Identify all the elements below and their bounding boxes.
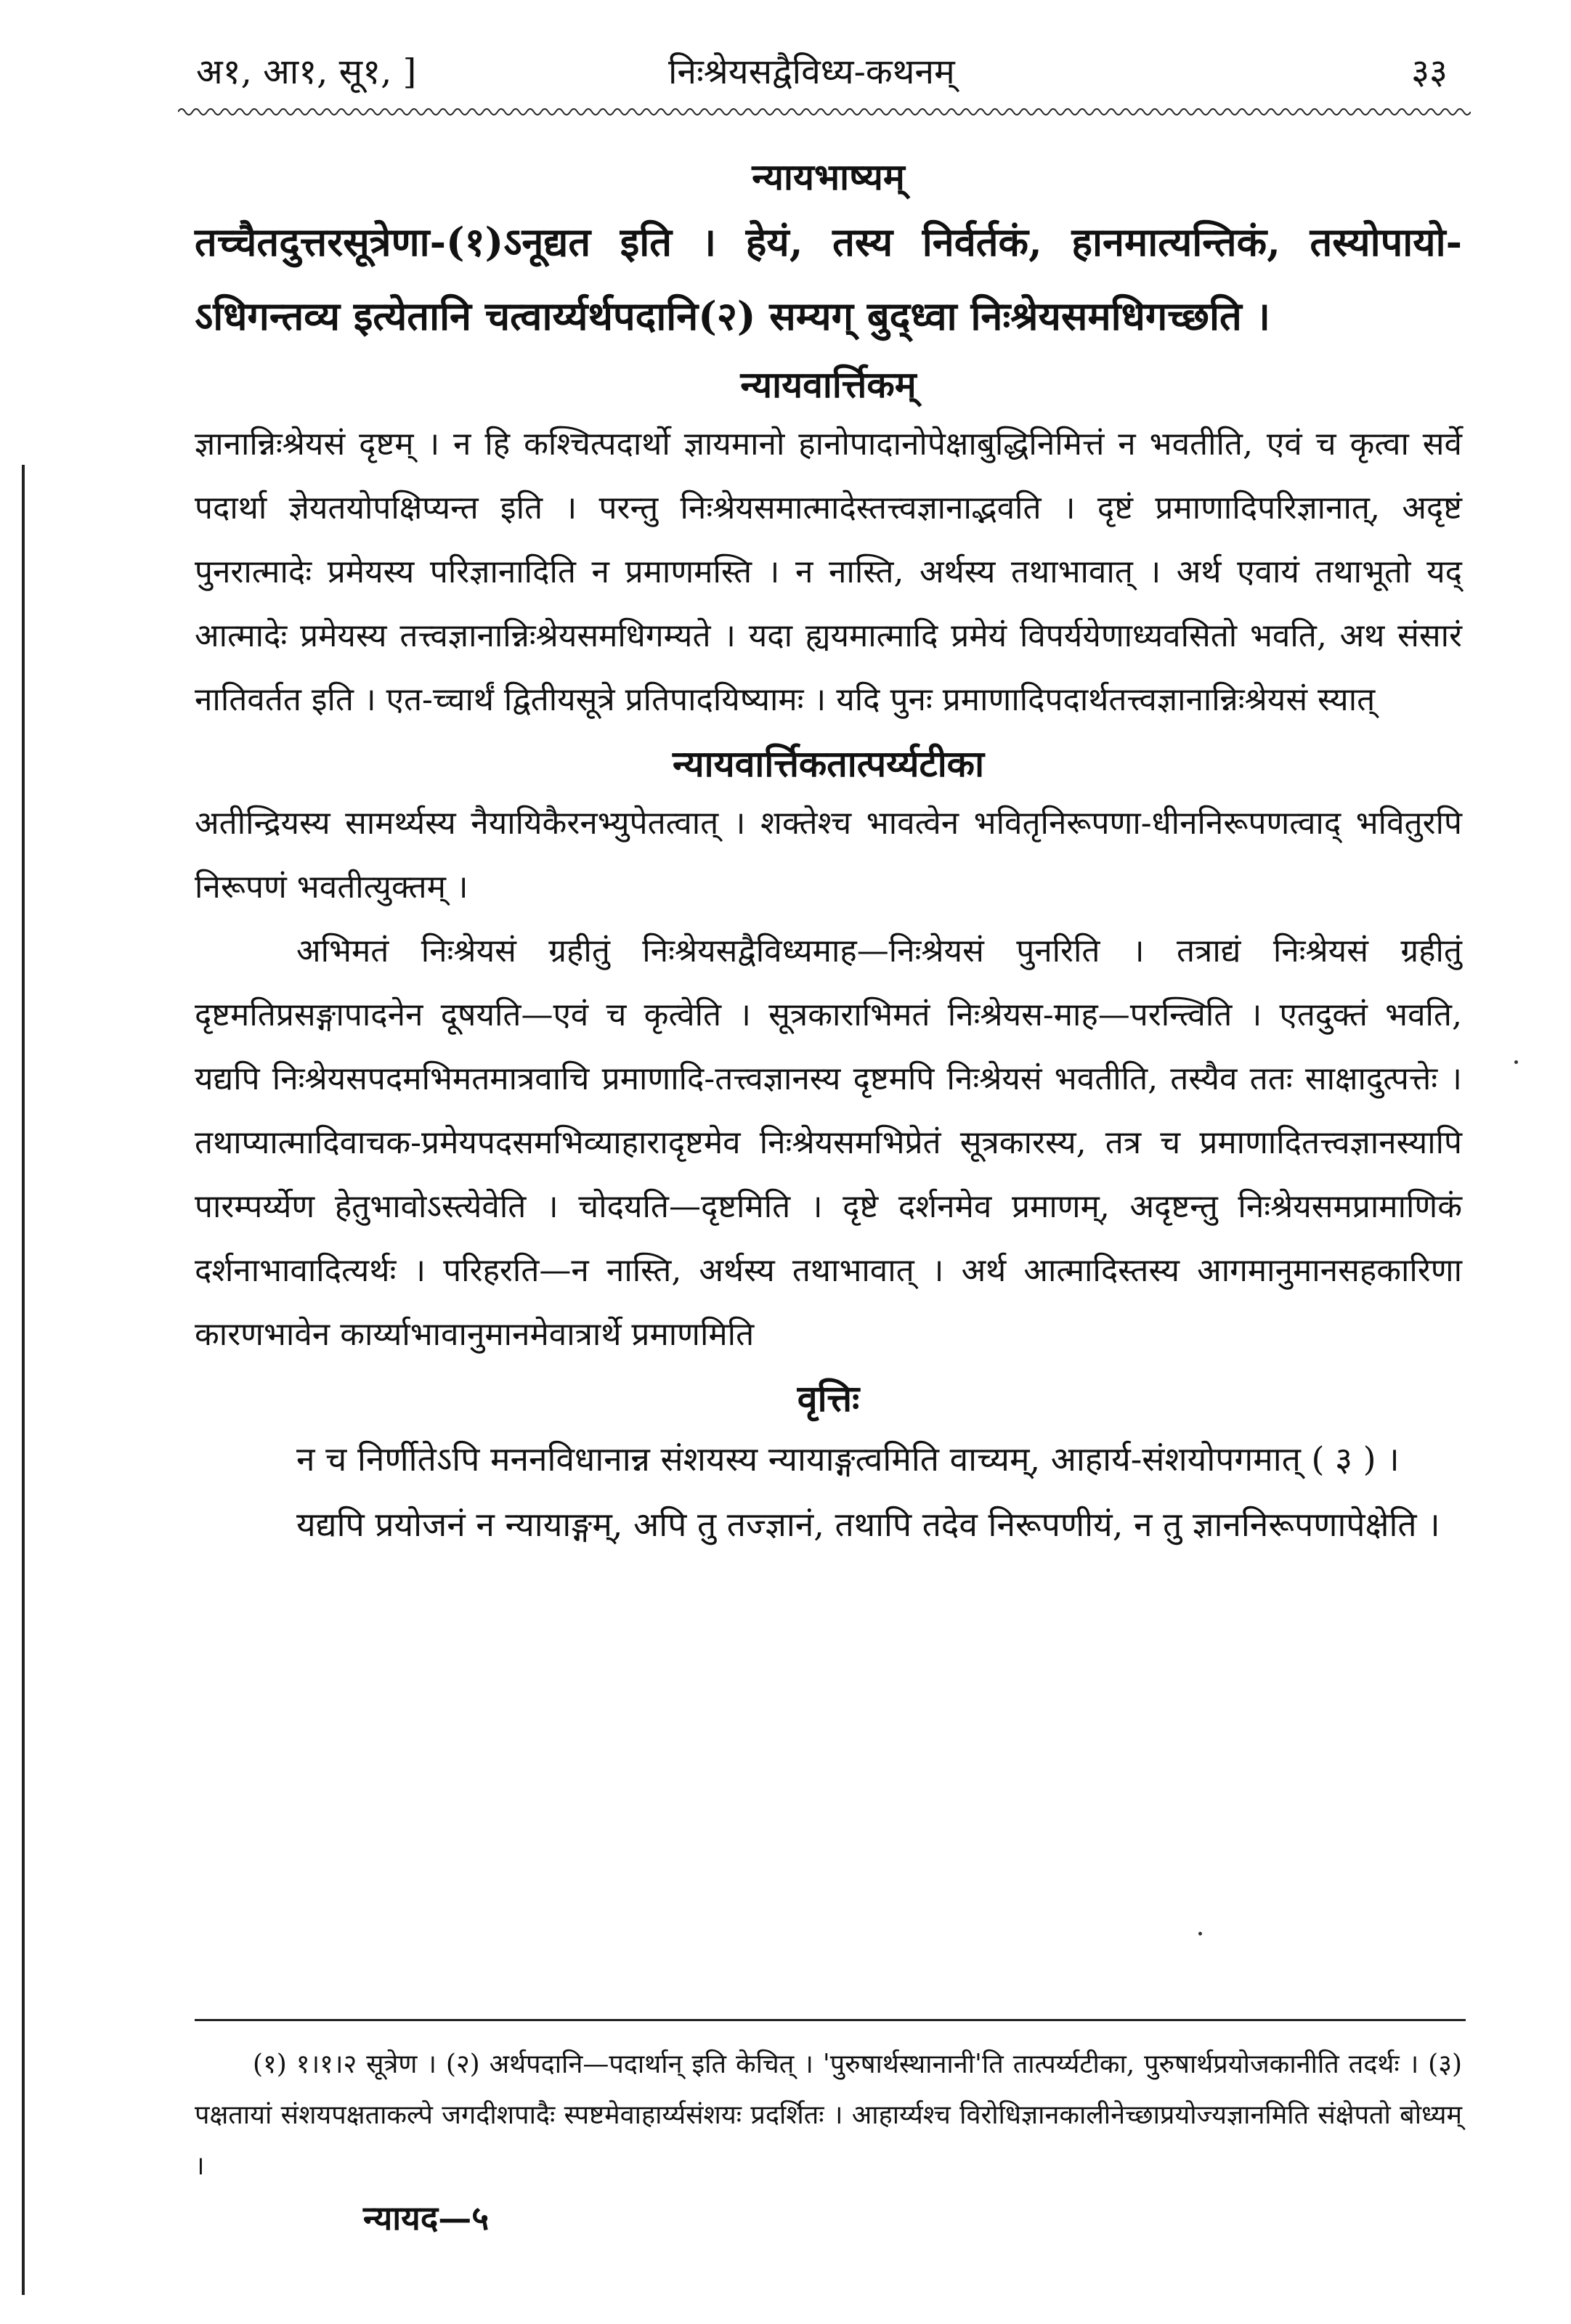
signature-mark: न्यायद—५ [363,2198,490,2238]
speck [1198,1932,1202,1935]
varttika-text: ज्ञानान्निःश्रेयसं दृष्टम् । न हि कश्चित्पदार्थो ज्ञायमानो हानोपादानोपेक्षाबुद्धिनिमित्तं न भवतीति, एवं च कृत्वा सर्वे पदार्था ज्ञेयतयोपक्षिप्यन्त इति । परन्तु निःश्रेयसमात्मादेस्तत्त्वज्ञानाद्भवति । दृष्टं प्रमाणादिपरिज्ञानात्, अदृष्टं पुनरात्मादेः प्रमेयस्य परिज्ञानादिति न प्रमाणमस्ति । न नास्ति, अर्थस्य तथाभावात् । अर्थ एवायं तथाभूतो यद् आत्मादेः प्रमेयस्य तत्त्वज्ञानान्निःश्रेयसमधिगम्यते । यदा ह्ययमात्मादि प्रमेयं विपर्ययेणाध्यवसितो भवति, अथ संसारं नातिवर्तत इति । एत-च्चार्थं द्वितीयसूत्रे प्रतिपादयिष्यामः । यदि पुनः प्रमाणादिपदार्थतत्त्वज्ञानान्निःश्रेयसं स्यात् [195,426,1462,718]
footnotes: (१) १।१।२ सूत्रेण । (२) अर्थपदानि—पदार्थान् इति केचित् । 'पुरुषार्थस्थानानी'ति तात्पर्य्यटीका, पुरुषार्थप्रयोजकानीति तदर्थः । (३) पक्षतायां संशयपक्षताकल्पे जगदीशपादैः स्पष्टमेवाहार्य्यसंशयः प्रदर्शितः । आहार्य्यश्च विरोधिज्ञानकालीनेच्छाप्रयोज्यज्ञानमिति संक्षेपतो बोध्यम् । [195,2049,1462,2181]
section-title-vrtti: वृत्तिः [797,1377,860,1420]
speck [1514,1060,1518,1064]
tika-paragraph-1: अतीन्द्रियस्य सामर्थ्यस्य नैयायिकैरनभ्युपेतत्वात् । शक्तेश्च भावत्वेन भवितृनिरूपणा-धीननिरूपणत्वाद् भवितुरपि निरूपणं भवतीत्युक्तम् । [195,805,1462,906]
header-wavy-rule [178,103,1471,121]
header-left-ref: अ१, आ१, सू१, ] [196,52,417,92]
page-number: ३३ [1411,52,1448,92]
section-title-bhashya: न्यायभाष्यम् [752,155,905,198]
tika-paragraph-2: अभिमतं निःश्रेयसं ग्रहीतुं निःश्रेयसद्वैविध्यमाह—निःश्रेयसं पुनरिति । तत्राद्यं निःश्रेयसं ग्रहीतुं दृष्टमतिप्रसङ्गापादनेन दूषयति—एवं च कृत्वेति । सूत्रकाराभिमतं निःश्रेयस-माह—परन्त्विति । एतदुक्तं भवति, यद्यपि निःश्रेयसपदमभिमतमात्रवाचि प्रमाणादि-तत्त्वज्ञानस्य दृष्टमपि निःश्रेयसं भवतीति, तस्यैव ततः साक्षादुत्पत्तेः । तथाप्यात्मादिवाचक-प्रमेयपदसमभिव्याहारादृष्टमेव निःश्रेयसमभिप्रेतं सूत्रकारस्य, तत्र च प्रमाणादितत्त्वज्ञानस्यापि पारम्पर्य्येण हेतुभावोऽस्त्येवेति । चोदयति—दृष्टमिति । दृष्टे दर्शनमेव प्रमाणम्, अदृष्टन्तु निःश्रेयसमप्रामाणिकं दर्शनाभावादित्यर्थः । परिहरति—न नास्ति, अर्थस्य तथाभावात् । अर्थ आत्मादिस्तस्य आगमानुमानसहकारिणा कारणभावेन कार्य्याभावानुमानमेवात्रार्थे प्रमाणमिति [195,933,1462,1353]
section-title-tika: न्यायवार्त्तिकतात्पर्य्यटीका [672,742,985,785]
vrtti-paragraph-1: न च निर्णीतेऽपि मननविधानान्न संशयस्य न्यायाङ्गत्वमिति वाच्यम्, आहार्य-संशयोपगमात् ( ३ ) । [296,1439,1400,1479]
binding-edge [22,465,25,2295]
footnote-rule [195,2019,1466,2021]
section-title-varttika: न्यायवार्त्तिकम् [740,363,917,406]
header-title: निःश्रेयसद्वैविध्य-कथनम् [668,52,955,92]
bhashya-text: तच्चैतदुत्तरसूत्रेणा-(१)ऽनूद्यत इति । हेयं, तस्य निर्वर्तकं, हानमात्यन्तिकं, तस्योपायो-ऽधिगन्तव्य इत्येतानि चत्वार्य्यर्थपदानि(२) सम्यग् बुद्ध्वा निःश्रेयसमधिगच्छति । [195,219,1462,339]
running-header [196,40,1448,113]
main-content [195,145,1462,1557]
vrtti-paragraph-2: यद्यपि प्रयोजनं न न्यायाङ्गम्, अपि तु तज्ज्ञानं, तथापि तदेव निरूपणीयं, न तु ज्ञाननिरूपणापेक्षेति । [296,1505,1440,1544]
